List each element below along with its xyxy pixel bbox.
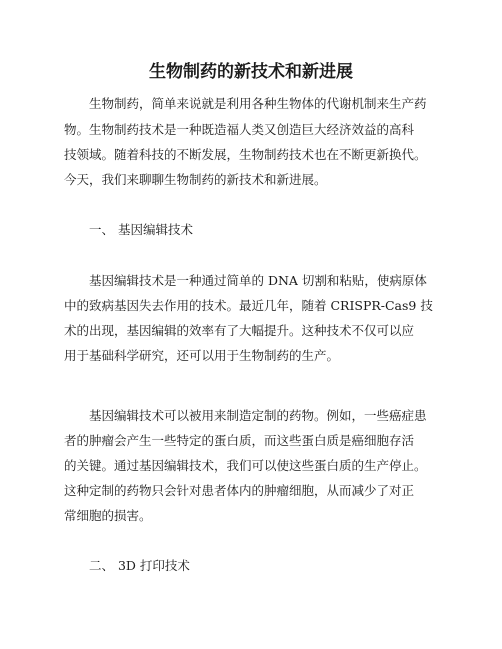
paragraph-line: 常细胞的损害。	[64, 508, 152, 523]
paragraph-line: 的关键。通过基因编辑技术，我们可以使这些蛋白质的生产停止。	[64, 458, 427, 473]
paragraph-line: 用于基础科学研究，还可以用于生物制药的生产。	[64, 348, 340, 363]
paragraph-line: 技领域。随着科技的不断发展，生物制药技术也在不断更新换代。	[64, 147, 427, 162]
section-heading: 一、 基因编辑技术	[89, 222, 193, 237]
section-heading: 二、 3D 打印技术	[89, 558, 190, 573]
paragraph-line: 这种定制的药物只会针对患者体内的肿瘤细胞，从而减少了对正	[64, 483, 415, 498]
paragraph-line: 生物制药，简单来说就是利用各种生物体的代谢机制来生产药	[89, 96, 427, 111]
paragraph-line: 中的致病基因失去作用的技术。最近几年，随着 CRISPR-Cas9 技	[64, 298, 433, 313]
paragraph-line: 今天，我们来聊聊生物制药的新技术和新进展。	[64, 172, 327, 187]
paragraph-line: 基因编辑技术可以被用来制造定制的药物。例如，一些癌症患	[89, 408, 427, 423]
document-title: 生物制药的新技术和新进展	[149, 62, 353, 82]
paragraph-line: 基因编辑技术是一种通过简单的 DNA 切割和粘贴，使病原体	[89, 273, 427, 288]
paragraph-line: 者的肿瘤会产生一些特定的蛋白质，而这些蛋白质是癌细胞存活	[64, 433, 415, 448]
paragraph-line: 术的出现，基因编辑的效率有了大幅提升。这种技术不仅可以应	[64, 323, 415, 338]
paragraph-line: 物。生物制药技术是一种既造福人类又创造巨大经济效益的高科	[64, 122, 415, 137]
